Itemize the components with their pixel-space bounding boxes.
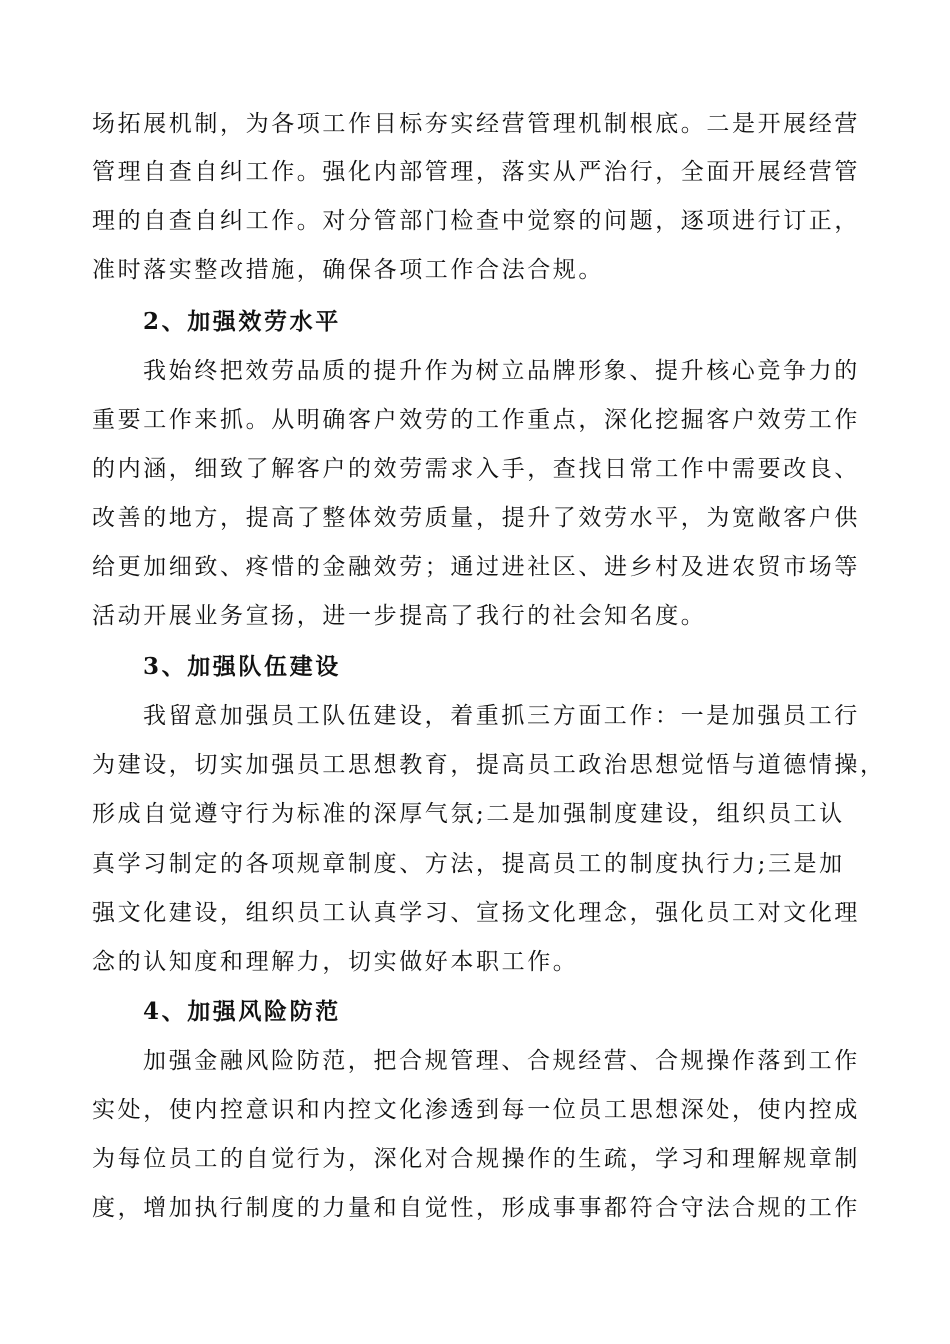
body-text-line: 我留意加强员工队伍建设，着重抓三方面工作：一是加强员工行: [143, 703, 860, 729]
body-text-line: 度，增加执行制度的力量和自觉性，形成事事都符合守法合规的工作: [92, 1195, 860, 1221]
section-heading: 3、加强队伍建设: [143, 653, 341, 680]
section-heading: 2、加强效劳水平: [143, 308, 341, 335]
body-text-line: 加强金融风险防范，把合规管理、合规经营、合规操作落到工作: [143, 1048, 860, 1074]
body-text-line: 为建设，切实加强员工思想教育，提高员工政治思想觉悟与道德情操，: [92, 752, 886, 778]
body-text-line: 活动开展业务宣扬，进一步提高了我行的社会知名度。: [92, 603, 707, 629]
body-text-line: 念的认知度和理解力，切实做好本职工作。: [92, 949, 579, 975]
body-text-line: 改善的地方，提高了整体效劳质量，提升了效劳水平，为宽敞客户供: [92, 505, 860, 531]
body-text-line: 管理自查自纠工作。强化内部管理，落实从严治行，全面开展经营管: [92, 159, 860, 185]
body-text-line: 强文化建设，组织员工认真学习、宣扬文化理念，强化员工对文化理: [92, 900, 860, 926]
body-text-line: 的内涵，细致了解客户的效劳需求入手，查找日常工作中需要改良、: [92, 456, 860, 482]
section-heading: 4、加强风险防范: [143, 998, 341, 1025]
body-text-line: 我始终把效劳品质的提升作为树立品牌形象、提升核心竞争力的: [143, 358, 860, 384]
body-text-line: 实处，使内控意识和内控文化渗透到每一位员工思想深处，使内控成: [92, 1097, 860, 1123]
body-text-line: 理的自查自纠工作。对分管部门检查中觉察的问题，逐项进行订正，: [92, 208, 860, 234]
body-text-line: 为每位员工的自觉行为，深化对合规操作的生疏，学习和理解规章制: [92, 1146, 860, 1172]
body-text-line: 真学习制定的各项规章制度、方法，提高员工的制度执行力;三是加: [92, 851, 845, 877]
body-text-line: 准时落实整改措施，确保各项工作合法合规。: [92, 257, 604, 283]
body-text-line: 形成自觉遵守行为标准的深厚气氛;二是加强制度建设，组织员工认: [92, 801, 845, 827]
body-text-line: 给更加细致、疼惜的金融效劳；通过进社区、进乡村及进农贸市场等: [92, 554, 860, 580]
body-text-line: 重要工作来抓。从明确客户效劳的工作重点，深化挖掘客户效劳工作: [92, 407, 860, 433]
body-text-line: 场拓展机制，为各项工作目标夯实经营管理机制根底。二是开展经营: [92, 111, 860, 137]
